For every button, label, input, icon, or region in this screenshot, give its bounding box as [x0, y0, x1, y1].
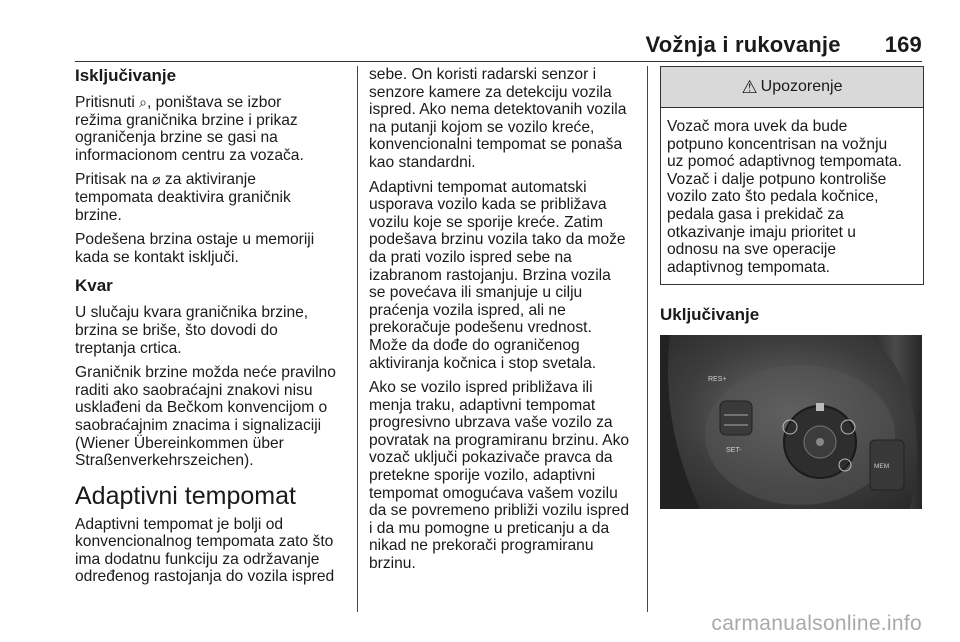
warning-title: Upozorenje: [760, 78, 843, 96]
column-divider: [647, 66, 648, 612]
steering-wheel-controls-image: [660, 335, 922, 509]
heading-deactivate: Isključivanje: [75, 66, 177, 85]
text: Pritisak na: [75, 171, 153, 189]
column-middle: [369, 66, 633, 580]
paragraph: Adaptivni tempomat automatski usporava vozilo kada se približava vozilu koje se sporije kreće. Zatim podešava brzinu vozila tako da može da prati vozilo ispred sebe na izabranom rastojanju. Brzina vozila se povećava ili smanjuje u cilju praćenja vozila ispred, ali ne prekoračuje podešenu vrednost. Može da dođe do ograničenog aktiviranja kočnica i stop svetala.: [369, 178, 626, 372]
watermark: carmanualsonline.info: [711, 612, 922, 635]
column-right: [660, 66, 922, 509]
column-left: [75, 66, 347, 593]
heading-adaptive-cruise: Adaptivni tempomat: [75, 481, 296, 510]
paragraph: U slučaju kvara graničnika brzine, brzina se briše, što dovodi do treptanja crtica.: [75, 304, 309, 357]
paragraph: sebe. On koristi radarski senzor i senzore kamere za detekciju vozila ispred. Ako nema detektovanih vozila na putanji kojom se vozilo kreće, konvencionalni tempomat se ponaša kao standardni.: [369, 66, 627, 171]
res-label: RES+: [708, 376, 727, 384]
section-title-header: Vožnja i rukovanje: [645, 32, 841, 57]
paragraph: Graničnik brzine možda neće pravilno raditi ako saobraćajni znakovi nisu usklađeni da Bečkom konvencijom o saobraćajnim znacima i signalizaciji (Wiener Übereinkommen über Straßenverkehrszeichen).: [75, 364, 336, 470]
paragraph: [75, 94, 347, 164]
set-label: SET-: [726, 447, 742, 455]
warning-header: [661, 67, 923, 108]
paragraph: [75, 171, 347, 224]
speed-limiter-icon: ⌕: [139, 94, 147, 110]
column-divider: [357, 66, 358, 612]
heading-fault: Kvar: [75, 276, 113, 296]
warning-text: Vozač mora uvek da bude potpuno koncentrisan na vožnju uz pomoć adaptivnog tempomata. Vozač i dalje potpuno kontroliše vozilo zato što pedala kočnice, pedala gasa i prekidač za otkazivanje imaju prioritet u odnosu na sve operacije adaptivnog tempomata.: [667, 118, 902, 276]
text: , poništava se izbor režima graničnika brzine i prikaz ograničenja brzine se gasi na informacionom centru za vozača.: [75, 94, 304, 164]
page-number: 169: [884, 32, 922, 57]
mem-label: MEM: [874, 463, 890, 471]
warning-triangle-icon: ⚠: [741, 77, 758, 97]
warning-box: [660, 66, 924, 285]
heading-activate: Uključivanje: [660, 305, 760, 325]
paragraph: Ako se vozilo ispred približava ili menja traku, adaptivni tempomat progresivno ubrzava vaše vozilo za povratak na programiranu brzinu. Ako vozač uključi pokazivače pravca da pretekne sporije vozilo, adaptivni tempomat omogućava vašem vozilu da se povremeno približi vozilu ispred i da mu pomogne u preticanju a da nikad ne prekorači programiranu brzinu.: [369, 379, 630, 573]
cruise-control-icon: ⌀: [152, 171, 161, 188]
text: za aktiviranje tempomata deaktivira graničnik brzine.: [75, 171, 291, 224]
page-header: [646, 28, 922, 58]
text: Pritisnuti: [75, 94, 140, 111]
paragraph: Adaptivni tempomat je bolji od konvencionalnog tempomata zato što ima dodatnu funkciju za održavanje određenog rastojanja do vozila ispred: [75, 515, 335, 586]
header-divider: [75, 61, 922, 62]
paragraph: Podešena brzina ostaje u memoriji kada se kontakt isključi.: [75, 231, 315, 266]
